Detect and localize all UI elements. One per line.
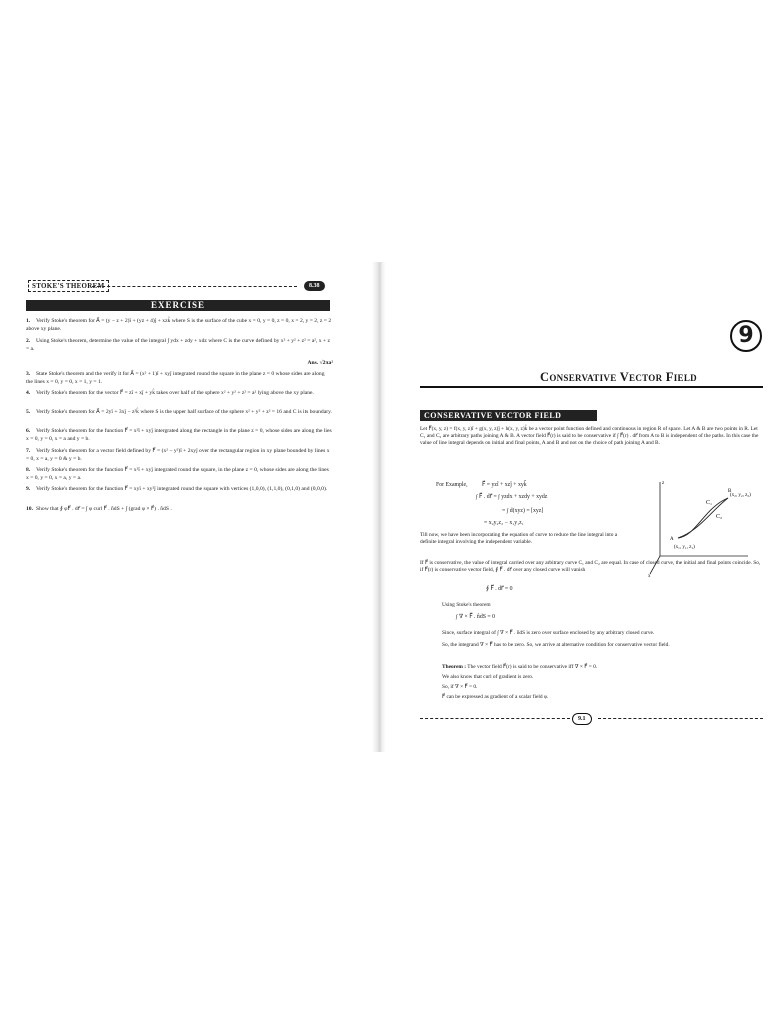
paragraph-2: Till now, we have been incorporating the equation of curve to reduce the line integral into a definite integral involving the independent variable. bbox=[420, 532, 618, 546]
question-8: 8. Verify Stoke's theorem for the function F⃗ = x²î + xyĵ integrated round the square, in the plane z = 0, whose sides are along the lines x = 0, y = 0, x = a, y = a. bbox=[26, 467, 329, 481]
right-page bbox=[420, 268, 765, 738]
paragraph-3: If F⃗ is conservative, the value of integral carried over any arbitrary curve C₁ and C₂ are equal. In case of closed curve, the initial and final points coincide. So, if F⃗(r) is conservative vector field, ∮ F⃗ . dr⃗ over any closed curve will vanish bbox=[420, 560, 761, 574]
question-9: 9. Verify Stoke's theorem for the function F⃗ = xyî + xy²ĵ integrated round the square with vertices (1,0,0), (1,1,0), (0,1,0) and (0,0,0). bbox=[26, 486, 328, 492]
c2-label: C₂ bbox=[716, 514, 723, 520]
header-dash-line bbox=[92, 286, 297, 287]
c1-label: C₁ bbox=[706, 500, 713, 506]
section-title: CONSERVATIVE VECTOR FIELD bbox=[420, 410, 597, 421]
paragraph-5: So, the integrand ∇ × F⃗ has to be zero. So, we arrive at alternative condition for conservative vector field. bbox=[442, 642, 670, 648]
question-5: 5. Verify Stoke's theorem for A⃗ = 2yî + 3xĵ − z²k̂ where S is the upper half surface of the sphere x² + y² + z² = 16 and C is its boundary. bbox=[26, 409, 332, 415]
question-2: 2. Using Stoke's theorem, determine the value of the integral ∫ ydx + zdy + xdz where C is the curve defined by x² + y² + z² = a², x + z = a. bbox=[26, 338, 330, 352]
question-6: 6. Verify Stoke's theorem for the function F⃗ = x²î + xyĵ intergrated along the rectangle in the plane z = 0, whose sides are along the lies x = 0, y = 0, x = a and y = b. bbox=[26, 428, 332, 442]
paragraph-4: Since, surface integral of ∫ ∇ × F⃗ . n̂dS is zero over surface enclosed by any arbitrary closed curve. bbox=[442, 630, 655, 636]
example-eq-2: ∫ F⃗ . dr⃗ = ∫ yzdx + xzdy + xydz bbox=[476, 494, 548, 500]
question-10: 10. Show that ∮ φF⃗ . dr⃗ = ∫ φ curl F⃗ . n̂dS + ∫ (grad φ × F⃗) . n̂dS . bbox=[26, 506, 172, 512]
example-label: For Example, bbox=[436, 482, 468, 488]
book-spine bbox=[372, 262, 386, 752]
x-axis-label: x bbox=[648, 574, 651, 578]
theorem-text: The vector field F⃗(r) is said to be conservative iff ∇ × F⃗ = 0. bbox=[467, 664, 598, 670]
left-page bbox=[22, 268, 337, 568]
point-b: B bbox=[728, 489, 732, 494]
title-rule bbox=[420, 386, 763, 388]
footer-dash-left bbox=[420, 718, 570, 719]
question-7: 7. Verify Stoke's theorem for a vector field defined by F⃗ = (x² − y²)î + 2xyĵ over the rectangular region in xy plane bounded by lines x = 0, x = a, y = 0 & y = b. bbox=[26, 448, 330, 462]
line-a: We also know that curl of gradient is zero. bbox=[442, 674, 534, 680]
point-b-label: (x₂, y₂, z₂) bbox=[730, 493, 751, 498]
z-axis-label: z bbox=[662, 481, 665, 486]
chapter-title: Conservative Vector Field bbox=[540, 370, 697, 384]
footer-dash-right bbox=[598, 718, 763, 719]
stokes-eq: ∫ ∇ × F⃗ . n̂dS = 0 bbox=[456, 614, 496, 620]
question-1: 1. Verify Stoke's theorem for A⃗ = (y − z + 2)î + (yz + 4)ĵ + xzk̂ where S is the surface of the cube x = 0, y = 0, z = 0, x = 2, y = 2, z = 2 above xy plane. bbox=[26, 318, 332, 332]
question-3: 3. State Stoke's theorem and the verify it for A⃗ = (x² + 1)î + xyĵ integrated round the square in the plane z = 0 whose sides are along the lines x = 0, y = 0, x = 1, y = 1. bbox=[26, 371, 325, 385]
using-stokes-label: Using Stoke's theorem bbox=[442, 602, 491, 608]
example-eq-4: = x₂y₂z₂ − x₁y₁z₁ bbox=[484, 520, 524, 526]
chapter-number-circle: 9 bbox=[730, 320, 762, 352]
example-eq-3: = ∫ d(xyz) = [xyz] bbox=[502, 508, 544, 514]
line-b: So, if ∇ × F⃗ = 0. bbox=[442, 684, 478, 690]
intro-paragraph: Let F⃗(x, y, z) = f(x, y, z)î + g(x, y, z)ĵ + h(x, y, z)k̂ be a vector point function defined and continuous in region R of space. Let A & B are two points in R. Let C₁ and C₂ are arbitrary paths joining A & B. A vector field F⃗(r) is said to be conservative if ∫ F⃗(r) . dr⃗ from A to B is independent of the paths. In this case the value of line integral depends on initial and final points, A and B and not on the choice of path joining A and B. bbox=[420, 426, 759, 447]
answer-2: Ans. √2πa² bbox=[307, 360, 333, 366]
question-4: 4. Verify Stoke's theorem for the vector F⃗ = zî + xĵ + yk̂ takes over half of the sphere x² + y² + z² = a² lying above the xy plane. bbox=[26, 390, 314, 396]
chapter-header-tag: STOKE'S THEOREM bbox=[28, 280, 109, 292]
page-number-badge: 8.38 bbox=[304, 281, 325, 291]
footer-page-number: 9.1 bbox=[572, 713, 592, 725]
point-a-label: (x₁, y₁, z₁) bbox=[674, 545, 695, 550]
closed-integral-eq: ∮ F⃗ . dr⃗ = 0 bbox=[486, 586, 513, 592]
theorem bbox=[442, 664, 762, 671]
point-a: A bbox=[670, 537, 674, 542]
line-c: F⃗ can be expressed as gradient of a scalar field φ. bbox=[442, 694, 549, 700]
theorem-label: Theorem : bbox=[442, 664, 467, 670]
example-eq-1: F⃗ = yzî + xzĵ + xyk̂ bbox=[482, 482, 527, 488]
exercise-title: EXERCISE bbox=[26, 300, 330, 311]
